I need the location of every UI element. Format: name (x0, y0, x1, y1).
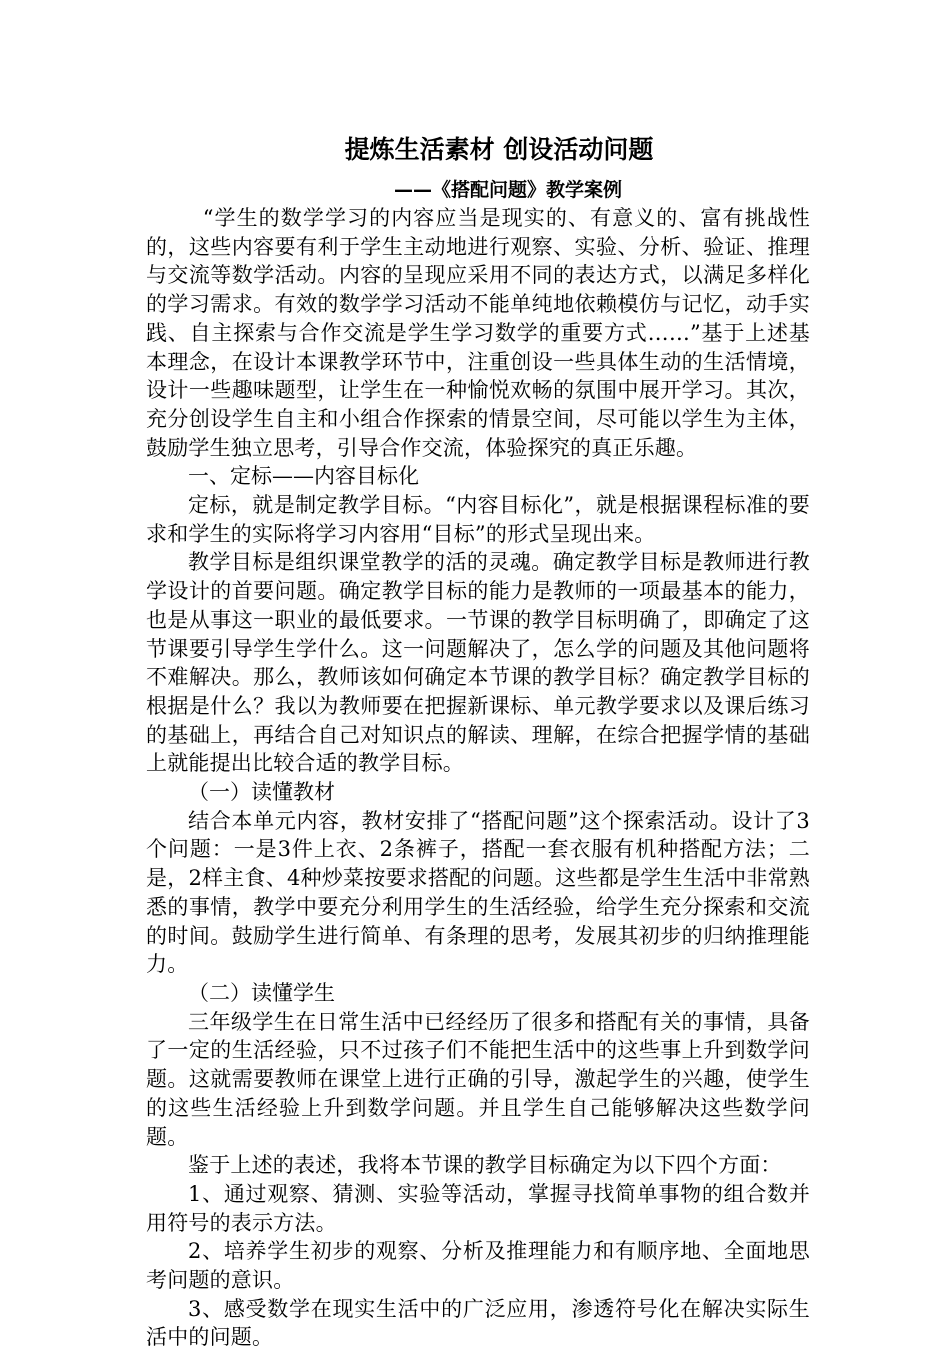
section-1-paragraph-2: 教学目标是组织课堂教学的活的灵魂。确定教学目标是教师进行教学设计的首要问题。确定教学目标的能力是教师的一项最基本的能力，也是从事这一职业的最低要求。一节课的教学目标明确了，即确定了这节课要引导学生学什么。这一问题解决了，怎么学的问题及其他问题将不难解决。那么，教师该如何确定本节课的教学目标？确定教学目标的根据是什么？我以为教师要在把握新课标、单元教学要求以及课后练习的基础上，再结合自己对知识点的解读、理解，在综合把握学情的基础上就能提出比较合适的教学目标。 (146, 550, 810, 776)
goal-item-3: 3、感受数学在现实生活中的广泛应用，渗透符号化在解决实际生活中的问题。 (146, 1296, 810, 1350)
subsection-2-heading: （二）读懂学生 (188, 980, 335, 1005)
goal-item-1: 1、通过观察、猜测、实验等活动，掌握寻找简单事物的组合数并用符号的表示方法。 (146, 1181, 810, 1235)
document-subtitle: ——《搭配问题》教学案例 (394, 179, 623, 201)
section-1-heading: 一、定标——内容目标化 (188, 464, 419, 489)
subsection-1-paragraph: 结合本单元内容，教材安排了“搭配问题”这个探索活动。设计了3个问题：一是3件上衣、2条裤子，搭配一套衣服有机种搭配方法；二是，2样主食、4种炒菜按要求搭配的问题。这些都是学生生活中非常熟悉的事情，教学中要充分利用学生的生活经验，给学生充分探索和交流的时间。鼓励学生进行简单、有条理的思考，发展其初步的归纳推理能力。 (146, 808, 810, 977)
subsection-1-heading: （一）读懂教材 (188, 780, 335, 805)
goal-item-2: 2、培养学生初步的观察、分析及推理能力和有顺序地、全面地思考问题的意识。 (146, 1239, 810, 1293)
document-title: 提炼生活素材 创设活动问题 (344, 135, 654, 164)
goals-intro: 鉴于上述的表述，我将本节课的教学目标确定为以下四个方面： (188, 1153, 782, 1178)
document-page (146, 130, 810, 1352)
subsection-2-paragraph: 三年级学生在日常生活中已经经历了很多和搭配有关的事情，具备了一定的生活经验，只不过孩子们不能把生活中的这些事上升到数学问题。这就需要教师在课堂上进行正确的引导，激起学生的兴趣，使学生的这些生活经验上升到数学问题。并且学生自己能够解决这些数学问题。 (146, 1009, 810, 1149)
section-1-paragraph-1: 定标，就是制定教学目标。“内容目标化”，就是根据课程标准的要求和学生的实际将学习内容用“目标”的形式呈现出来。 (146, 493, 810, 546)
intro-paragraph: “学生的数学学习的内容应当是现实的、有意义的、富有挑战性的，这些内容要有利于学生主动地进行观察、实验、分析、验证、推理与交流等数学活动。内容的呈现应采用不同的表达方式，以满足多样化的学习需求。有效的数学学习活动不能单纯地依赖模仿与记忆，动手实践、自主探索与合作交流是学生学习数学的重要方式……”基于上述基本理念，在设计本课教学环节中，注重创设一些具体生动的生活情境，设计一些趣味题型，让学生在一种愉悦欢畅的氛围中展开学习。其次，充分创设学生自主和小组合作探索的情景空间，尽可能以学生为主体，鼓励学生独立思考，引导合作交流，体验探究的真正乐趣。 (146, 206, 810, 460)
